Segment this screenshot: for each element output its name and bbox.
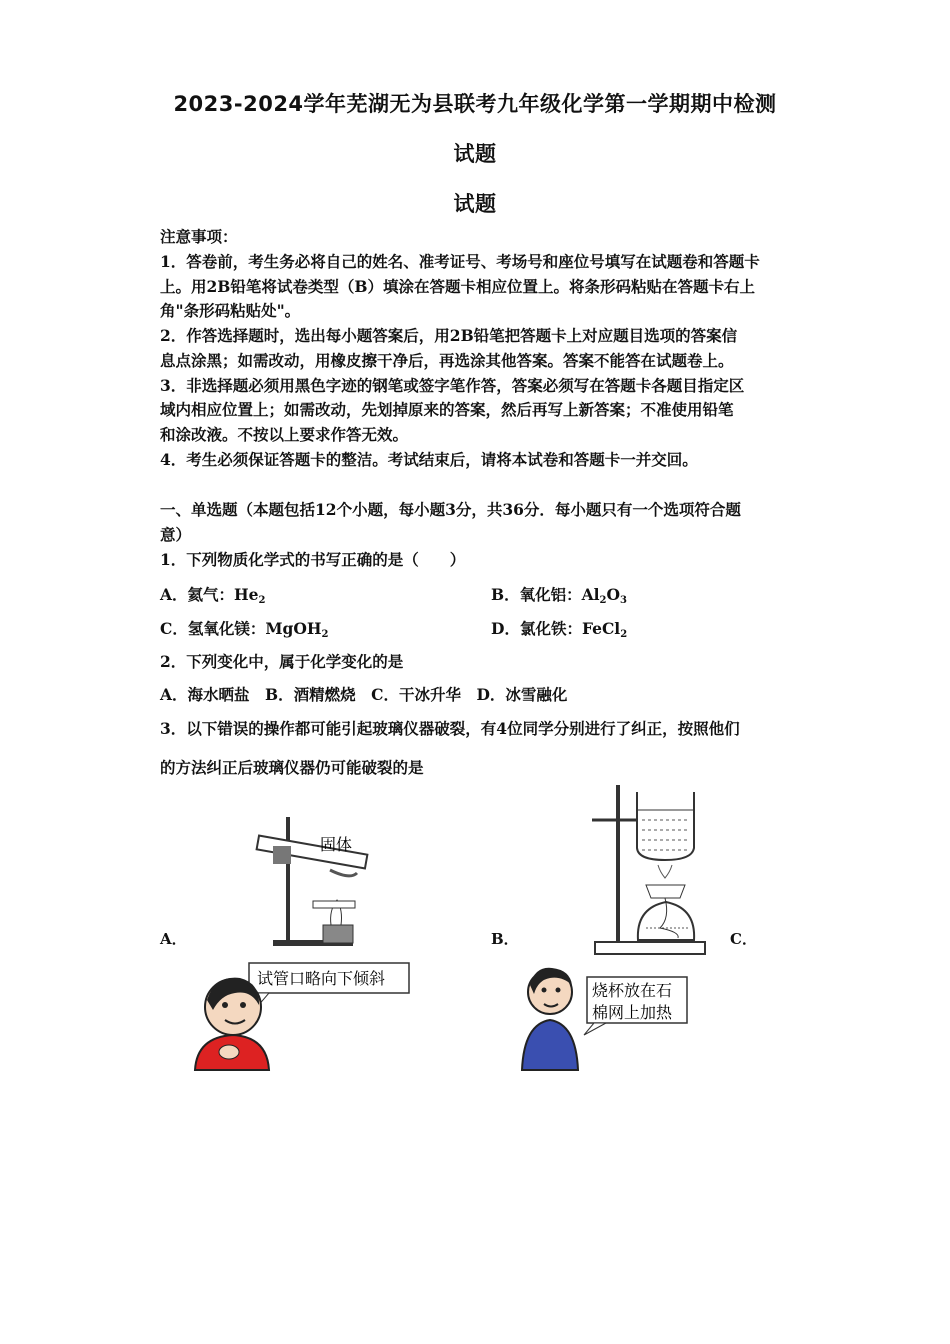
q3-label-b: B．	[491, 930, 519, 948]
notice-line: 息点涂黑；如需改动，用橡皮擦干净后，再选涂其他答案。答案不能答在试题卷上。	[160, 351, 734, 370]
figure-b-beaker-heating	[520, 780, 740, 1075]
figure-a-speech-text: 试管口略向下倾斜	[257, 969, 386, 988]
section-heading: 一、单选题（本题包括12个小题，每小题3分，共36分．每小题只有一个选项符合题	[160, 500, 741, 519]
figure-b-speech-line2: 棉网上加热	[592, 1003, 673, 1022]
question-2-stem: 2．下列变化中，属于化学变化的是	[160, 652, 404, 671]
figure-a-solid-label: 固体	[320, 835, 353, 854]
notice-heading: 注意事项：	[160, 227, 238, 246]
q3-label-a: A．	[160, 930, 187, 948]
exam-title-line3: 试题	[453, 192, 497, 216]
section-heading-cont: 意）	[160, 525, 192, 544]
question-3-stem-cont: 的方法纠正后玻璃仪器仍可能破裂的是	[160, 758, 424, 777]
notice-line: 上。用2B铅笔将试卷类型（B）填涂在答题卡相应位置上。将条形码粘贴在答题卡右上	[160, 277, 755, 296]
notice-line: 和涂改液。不按以上要求作答无效。	[160, 425, 409, 444]
notice-line: 1．答卷前，考生务必将自己的姓名、准考证号、考场号和座位号填写在试题卷和答题卡	[160, 252, 760, 271]
notice-line: 角"条形码粘贴处"。	[160, 301, 301, 320]
notice-line: 域内相应位置上；如需改动，先划掉原来的答案，然后再写上新答案；不准使用铅笔	[160, 400, 734, 419]
notice-line: 3．非选择题必须用黑色字迹的钢笔或签字笔作答，答案必须写在答题卡各题目指定区	[160, 376, 745, 395]
figure-a-heating-test-tube	[185, 815, 415, 1075]
question-1-stem: 1．下列物质化学式的书写正确的是（ ）	[160, 550, 466, 569]
notice-line: 4．考生必须保证答题卡的整洁。考试结束后，请将本试卷和答题卡一并交回。	[160, 450, 698, 469]
q3-label-c: C．	[730, 930, 757, 948]
q1-option-c: C．氢氧化镁：MgOH$_2$	[160, 619, 329, 640]
q1-option-d: D．氯化铁：FeCl$_2$	[491, 619, 628, 640]
notice-line: 2．作答选择题时，选出每小题答案后，用2B铅笔把答题卡上对应题目选项的答案信	[160, 326, 738, 345]
exam-title-line2: 试题	[453, 142, 497, 166]
question-2-options: A．海水晒盐 B．酒精燃烧 C．干冰升华 D．冰雪融化	[160, 685, 568, 704]
exam-title-line1: 2023-2024学年芜湖无为县联考九年级化学第一学期期中检测	[173, 92, 777, 116]
q1-option-b: B．氧化铝：$Al_2O_3$	[491, 585, 627, 606]
figure-b-speech-line1: 烧杯放在石	[592, 981, 673, 1000]
question-3-stem: 3．以下错误的操作都可能引起玻璃仪器破裂，有4位同学分别进行了纠正，按照他们	[160, 719, 740, 738]
q1-option-a: A．氦气：$He_2$	[160, 585, 266, 606]
